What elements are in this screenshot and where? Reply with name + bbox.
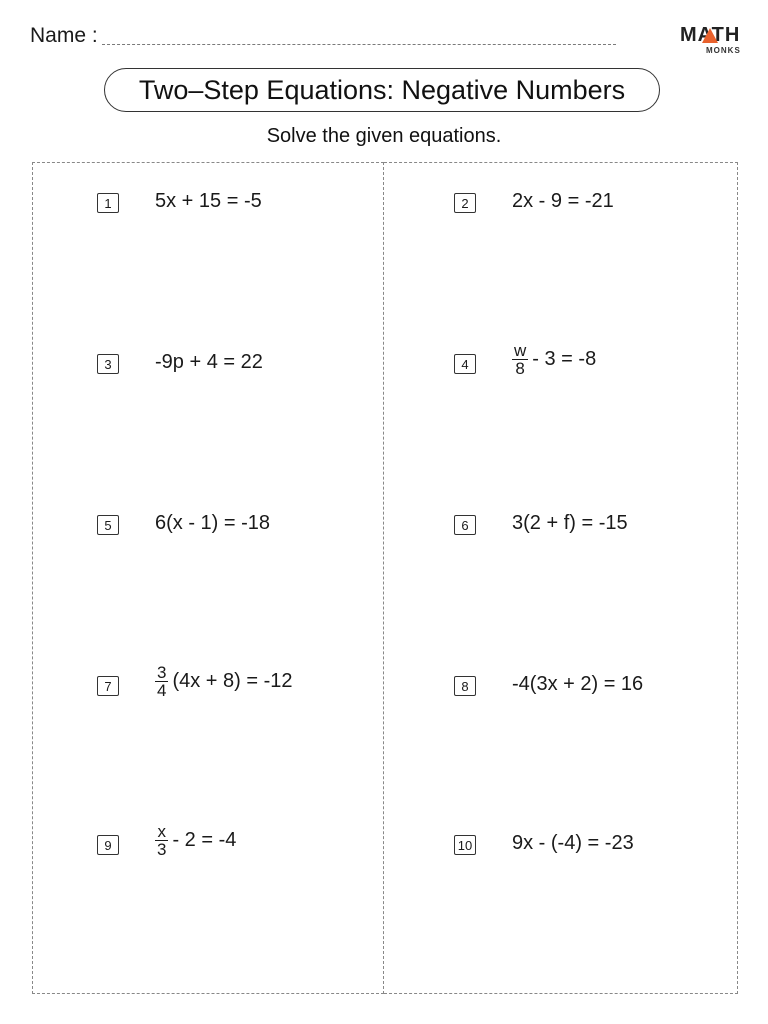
fraction-denominator: 3 <box>157 840 167 859</box>
equation: -9p + 4 = 22 <box>155 351 263 373</box>
equation <box>155 823 236 858</box>
equation <box>155 664 293 699</box>
fraction-numerator: w <box>514 341 527 360</box>
fraction <box>155 823 168 858</box>
equation: -4(3x + 2) = 16 <box>512 673 644 695</box>
fraction-denominator: 8 <box>515 359 525 378</box>
equation-text: (4x + 8) = -12 <box>172 670 293 692</box>
problem-number: 4 <box>454 354 476 374</box>
logo-subtext: MONKS <box>706 46 741 55</box>
equation-text: - 3 = -8 <box>532 348 597 370</box>
equation: 6(x - 1) = -18 <box>155 512 271 534</box>
equation: 5x + 15 = -5 <box>155 190 262 212</box>
equation: 3(2 + f) = -15 <box>512 512 628 534</box>
problem-number: 2 <box>454 193 476 213</box>
math-monks-logo <box>672 24 752 64</box>
problem-number: 7 <box>97 676 119 696</box>
name-label: Name : <box>30 24 98 47</box>
instructions: Solve the given equations. <box>266 125 502 147</box>
name-row <box>30 24 630 54</box>
equation: 2x - 9 = -21 <box>512 190 614 212</box>
problem-number: 6 <box>454 515 476 535</box>
fraction-denominator: 4 <box>157 681 167 700</box>
fraction-numerator: 3 <box>157 663 167 682</box>
logo-triangle-icon <box>702 28 718 43</box>
problem-number: 10 <box>454 835 476 855</box>
fraction-numerator: x <box>157 822 166 841</box>
equation: 9x - (-4) = -23 <box>512 832 634 854</box>
equation-text: - 2 = -4 <box>172 829 237 851</box>
left-column <box>32 162 384 994</box>
name-blank-line[interactable] <box>102 44 616 45</box>
logo-wordmark: MATH <box>680 24 741 46</box>
equation <box>512 342 596 377</box>
problem-number: 5 <box>97 515 119 535</box>
right-column <box>384 162 738 994</box>
problem-number: 3 <box>97 354 119 374</box>
worksheet-title: Two–Step Equations: Negative Numbers <box>104 68 660 112</box>
problem-number: 1 <box>97 193 119 213</box>
problem-number: 8 <box>454 676 476 696</box>
fraction <box>155 664 168 699</box>
fraction <box>512 342 528 377</box>
problem-number: 9 <box>97 835 119 855</box>
